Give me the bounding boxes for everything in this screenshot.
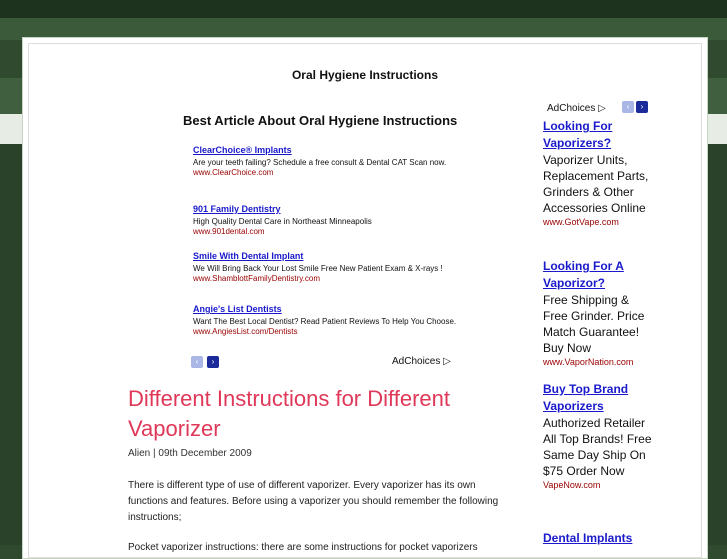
- ad-title-link[interactable]: 901 Family Dentistry: [193, 204, 281, 214]
- ad-description: Are your teeth failing? Schedule a free consult & Dental CAT Scan now.: [193, 158, 447, 167]
- ad-url[interactable]: www.AngiesList.com/Dentists: [193, 327, 298, 336]
- sidebar-ad-url[interactable]: www.VaporNation.com: [543, 357, 634, 367]
- sidebar-ad-item[interactable]: [543, 258, 653, 367]
- ad-item[interactable]: [193, 145, 463, 177]
- sidebar-ad-description: Vaporizer Units, Replacement Parts, Grinders & Other Accessories Online: [543, 153, 649, 215]
- sidebar-ad-description: Authorized Retailer All Top Brands! Free Same Day Ship On $75 Order Now: [543, 416, 652, 478]
- sidebar-ad-item[interactable]: [543, 381, 653, 490]
- article-paragraph: There is different type of use of different vaporizer. Every vaporizer has its own functions and features. Before using a vaporizer you should remember the following instructions;: [128, 480, 499, 523]
- sidebar-ad-item[interactable]: [543, 118, 653, 227]
- content-page: [22, 37, 708, 559]
- ad-url[interactable]: www.901dental.com: [193, 227, 265, 236]
- sidebar-ad-title-link[interactable]: Looking For A Vaporizor?: [543, 259, 624, 290]
- ad-url[interactable]: www.ShamblottFamilyDentistry.com: [193, 274, 320, 283]
- sidebar-ad-url[interactable]: www.GotVape.com: [543, 217, 619, 227]
- ad-item[interactable]: [193, 204, 463, 236]
- chevron-left-icon[interactable]: ‹: [191, 356, 203, 368]
- ad-title-link[interactable]: Smile With Dental Implant: [193, 251, 304, 261]
- sidebar-chevron-left-icon[interactable]: ‹: [622, 101, 634, 113]
- ad-description: High Quality Dental Care in Northeast Minneapolis: [193, 217, 372, 226]
- sidebar-chevron-right-icon[interactable]: ›: [636, 101, 648, 113]
- chevron-right-icon[interactable]: ›: [207, 356, 219, 368]
- sidebar-ad-title-link[interactable]: Dental Implants: [543, 531, 633, 545]
- article-title[interactable]: Different Instructions for Different Vaporizer: [128, 386, 450, 441]
- sidebar-ad-item[interactable]: [543, 530, 653, 547]
- sidebar-ad-description: Free Shipping & Free Grinder. Price Match Guarantee! Buy Now: [543, 293, 645, 355]
- adchoices-link[interactable]: AdChoices ▷: [392, 356, 451, 367]
- site-title[interactable]: Oral Hygiene Instructions: [291, 68, 439, 82]
- ad-title-link[interactable]: ClearChoice® Implants: [193, 145, 292, 155]
- ad-description: Want The Best Local Dentist? Read Patient Reviews To Help You Choose.: [193, 317, 457, 326]
- ad-item[interactable]: [193, 304, 463, 336]
- ad-url[interactable]: www.ClearChoice.com: [193, 168, 274, 177]
- sidebar-ad-title-link[interactable]: Looking For Vaporizers?: [543, 119, 613, 150]
- header-bar: [0, 0, 727, 18]
- ad-item[interactable]: [193, 251, 463, 283]
- sidebar-adchoices-link[interactable]: AdChoices ▷: [547, 103, 606, 114]
- sidebar-ad-title-link[interactable]: Buy Top Brand Vaporizers: [543, 382, 629, 413]
- article-byline: Alien | 09th December 2009: [128, 448, 252, 459]
- sidebar-ad-url[interactable]: VapeNow.com: [543, 480, 601, 490]
- ad-description: We Will Bring Back Your Lost Smile Free New Patient Exam & X-rays !: [193, 264, 443, 273]
- ad-title-link[interactable]: Angie's List Dentists: [193, 304, 282, 314]
- article-paragraph: Pocket vaporizer instructions: there are some instructions for pocket vaporizers: [128, 542, 478, 553]
- ad-heading: Best Article About Oral Hygiene Instructions: [183, 113, 458, 128]
